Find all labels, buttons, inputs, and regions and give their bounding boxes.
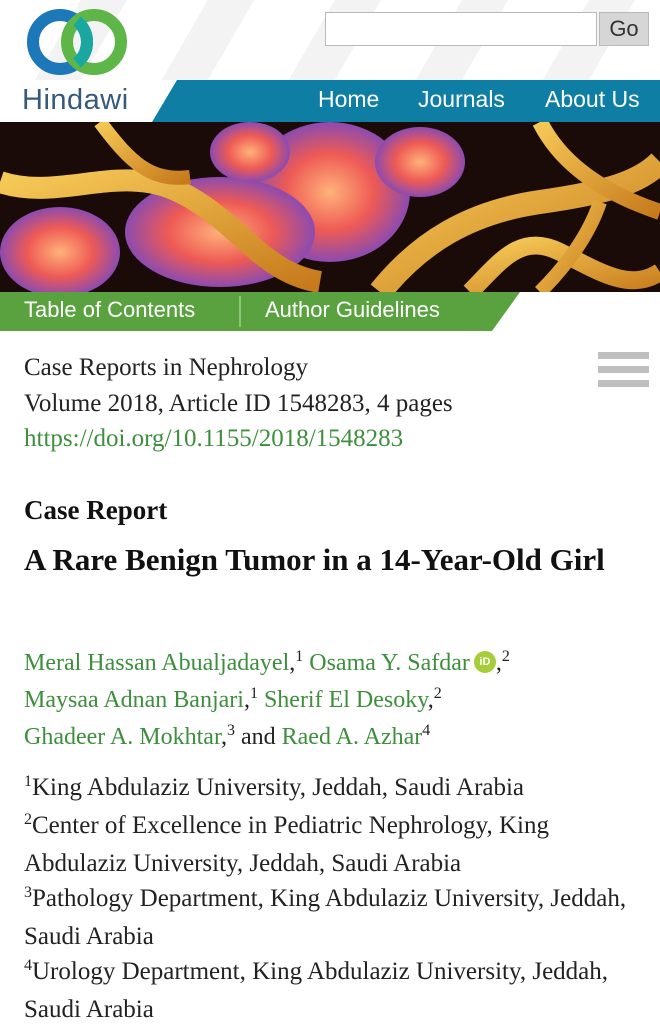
volume-info: Volume 2018, Article ID 1548283, 4 pages bbox=[24, 390, 453, 417]
go-button[interactable]: Go bbox=[599, 12, 649, 46]
affiliation-list bbox=[24, 770, 654, 1027]
author-affil-sup: 4 bbox=[422, 722, 431, 739]
author-affil-sup: 2 bbox=[501, 648, 510, 665]
nav-journals[interactable]: Journals bbox=[418, 86, 505, 112]
author-affil-sup: 3 bbox=[226, 722, 235, 739]
affiliation-text: Urology Department, King Abdulaziz University, Jeddah, Saudi Arabia bbox=[24, 958, 609, 1023]
affiliation-text: Center of Excellence in Pediatric Nephrology, King Abdulaziz University, Jeddah, Saudi Arabia bbox=[24, 812, 549, 877]
affiliation-text: Pathology Department, King Abdulaziz University, Jeddah, Saudi Arabia bbox=[24, 885, 627, 950]
article-type: Case Report bbox=[24, 495, 168, 525]
subnav-table-of-contents[interactable]: Table of Contents bbox=[24, 297, 196, 322]
author-link[interactable]: Ghadeer A. Mokhtar bbox=[24, 724, 221, 750]
author-link[interactable]: Meral Hassan Abualjadayel bbox=[24, 650, 290, 676]
journal-name[interactable]: Case Reports in Nephrology bbox=[24, 354, 308, 381]
hamburger-menu-icon[interactable] bbox=[598, 352, 649, 394]
author-affil-sup: 1 bbox=[249, 685, 258, 702]
site-header bbox=[0, 0, 660, 122]
journal-banner-image bbox=[0, 122, 660, 292]
author-link[interactable]: Sherif El Desoky bbox=[263, 687, 428, 713]
affiliation-text: King Abdulaziz University, Jeddah, Saudi Arabia bbox=[32, 774, 525, 801]
nav-home[interactable]: Home bbox=[318, 86, 380, 112]
affiliation-number: 2 bbox=[24, 811, 32, 828]
affiliation-item bbox=[24, 770, 654, 808]
affiliation-item bbox=[24, 808, 654, 881]
author-link[interactable]: Raed A. Azhar bbox=[281, 724, 423, 750]
author-link[interactable]: Maysaa Adnan Banjari bbox=[24, 687, 244, 713]
author-affil-sup: 1 bbox=[295, 648, 304, 665]
article-title: A Rare Benign Tumor in a 14-Year-Old Girl bbox=[24, 542, 605, 577]
nav-about-us[interactable]: About Us bbox=[545, 86, 640, 112]
author-affil-sup: 2 bbox=[433, 685, 442, 702]
author-list: Meral Hassan Abualjadayel,$^1$ Osama Y. Safdar iD ,$^2$ Maysaa Adnan Banjari,$^1$ Sherif El Desoky,$^2$ Ghadeer A. Mokhtar,$^3$ and Raed A. Azhar$^4$ bbox=[24, 648, 510, 750]
logo-wordmark[interactable]: Hindawi bbox=[22, 84, 129, 116]
affiliation-item bbox=[24, 954, 654, 1027]
author-and: and bbox=[240, 724, 282, 750]
affiliation-item bbox=[24, 881, 654, 954]
affiliation-number: 1 bbox=[24, 773, 32, 790]
subnav-author-guidelines[interactable]: Author Guidelines bbox=[265, 297, 440, 322]
affiliation-number: 3 bbox=[24, 884, 32, 901]
author-link[interactable]: Osama Y. Safdar bbox=[309, 650, 470, 676]
affiliation-number: 4 bbox=[24, 957, 32, 974]
doi-link[interactable]: https://doi.org/10.1155/2018/1548283 bbox=[24, 425, 404, 452]
search-input[interactable] bbox=[325, 12, 597, 46]
orcid-icon[interactable]: iD bbox=[474, 651, 496, 673]
